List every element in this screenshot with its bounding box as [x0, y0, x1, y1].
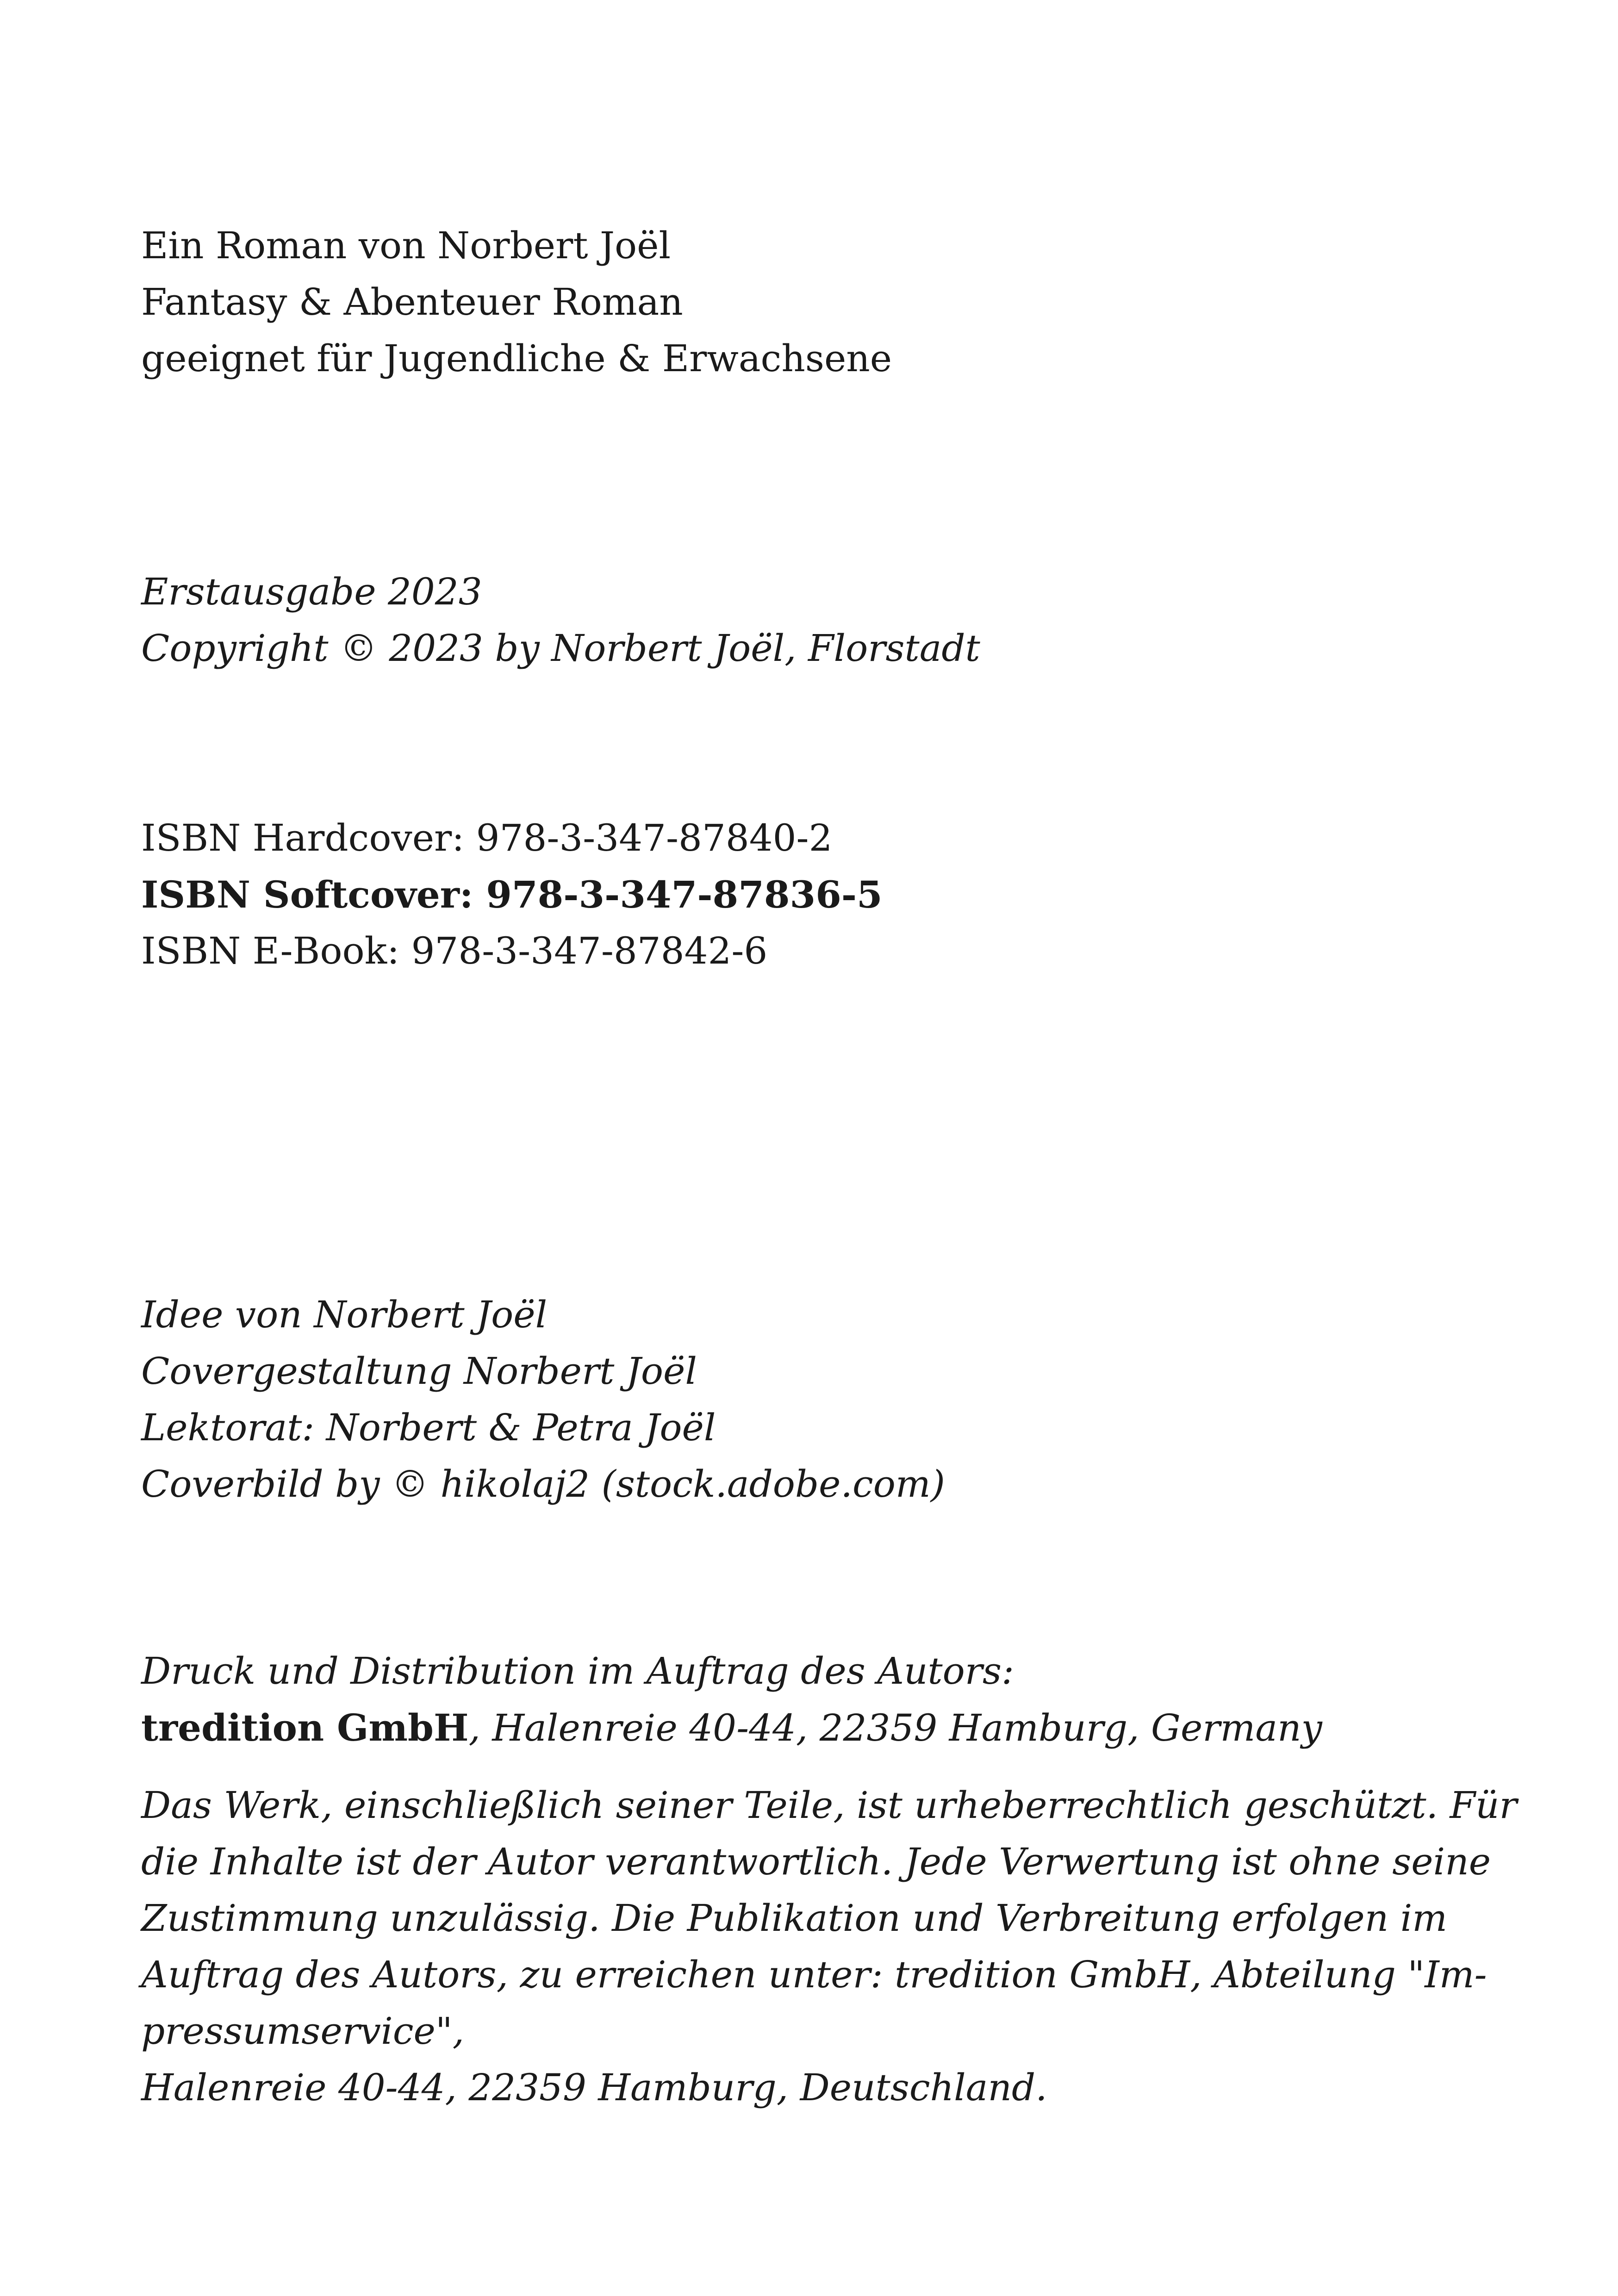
legal-line-6: Halenreie 40-44, 22359 Hamburg, Deutschland.: [141, 2066, 1047, 2109]
legal-line-1: Das Werk, einschließlich seiner Teile, ist urheberrechtlich geschützt. Für: [141, 1784, 1517, 1827]
isbn-block: [141, 810, 883, 979]
isbn-ebook: ISBN E-Book: 978-3-347-87842-6: [141, 929, 768, 972]
audience-line: geeignet für Jugendliche & Erwachsene: [141, 337, 892, 380]
cover-image-credit: Coverbild by © hikolaj2 (stock.adobe.com): [141, 1462, 945, 1506]
isbn-hardcover: ISBN Hardcover: 978-3-347-87840-2: [141, 816, 833, 859]
cover-design-credit: Covergestaltung Norbert Joël: [141, 1350, 697, 1393]
idea-credit: Idee von Norbert Joël: [141, 1293, 548, 1336]
legal-line-5: pressumservice",: [141, 2010, 465, 2053]
intro-block: [141, 218, 892, 387]
publisher-line: [141, 1699, 1322, 1756]
author-line: Ein Roman von Norbert Joël: [141, 224, 671, 267]
legal-line-4: Auftrag des Autors, zu erreichen unter: tredition GmbH, Abteilung "Im-: [141, 1953, 1487, 1996]
credits-block: [141, 1287, 945, 1512]
print-block: [141, 1643, 1322, 1756]
legal-line-2: die Inhalte ist der Autor verantwortlich. Jede Verwertung ist ohne seine: [141, 1840, 1491, 1883]
edition-line: Erstausgabe 2023: [141, 570, 482, 613]
print-heading: Druck und Distribution im Auftrag des Autors:: [141, 1649, 1014, 1692]
editing-credit: Lektorat: Norbert & Petra Joël: [141, 1406, 716, 1449]
copyright-line: Copyright © 2023 by Norbert Joël, Florstadt: [141, 627, 980, 670]
publisher-address: , Halenreie 40-44, 22359 Hamburg, Germany: [468, 1706, 1322, 1749]
publisher-name: tredition GmbH: [141, 1706, 469, 1749]
edition-block: [141, 564, 980, 677]
genre-line: Fantasy & Abenteuer Roman: [141, 280, 683, 324]
legal-line-3: Zustimmung unzulässig. Die Publikation und Verbreitung erfolgen im: [141, 1897, 1448, 1940]
isbn-softcover: ISBN Softcover: 978-3-347-87836-5: [141, 873, 883, 916]
legal-notice: [141, 1777, 1517, 2116]
